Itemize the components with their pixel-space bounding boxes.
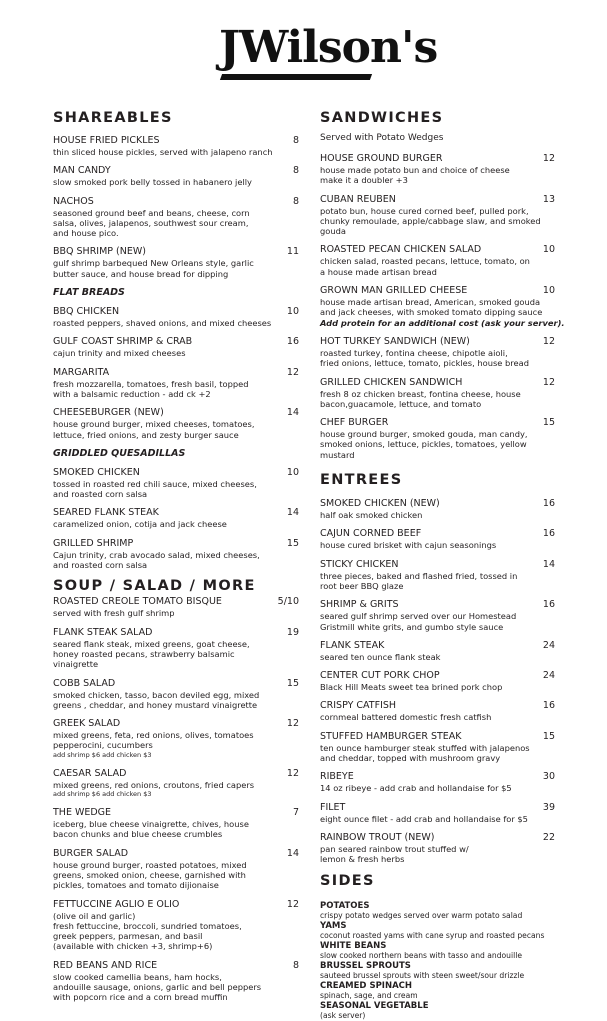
description-line: house made potato bun and choice of cheese xyxy=(320,165,510,175)
item-description xyxy=(53,690,291,711)
description-line: smoked onions, lettuce, pickles, tomatoes, yellow xyxy=(320,439,527,450)
item-name: NACHOS xyxy=(53,195,94,207)
description-line: greens, smoked onion, cheese, garnished with xyxy=(53,869,246,880)
item-price: 16 xyxy=(542,528,555,540)
item-description xyxy=(53,608,291,618)
item-description xyxy=(320,814,555,824)
description-line: roasted peppers, shaved onions, and mixed cheeses xyxy=(53,318,272,329)
flatbreads-list xyxy=(53,306,299,440)
description-line: thin sliced house pickles, served with jalapeno ranch xyxy=(53,147,273,157)
description-line: and roasted corn salsa xyxy=(53,489,148,500)
description-line: gouda xyxy=(320,226,346,237)
menu-item xyxy=(320,961,555,981)
description-line: pan seared rainbow trout stuffed w/ xyxy=(320,843,469,854)
sides-list xyxy=(320,901,555,1021)
sides-heading: SIDES xyxy=(320,872,375,889)
item-price: 10 xyxy=(286,466,299,478)
item-price: 12 xyxy=(542,335,555,347)
menu-item xyxy=(320,802,555,824)
item-price: 22 xyxy=(542,831,555,843)
item-description xyxy=(53,860,291,891)
entrees-heading: ENTREES xyxy=(320,472,403,489)
menu-item xyxy=(320,832,555,865)
description-line: bacon,guacamole, lettuce, and tomato xyxy=(320,398,482,409)
menu-item xyxy=(320,941,555,961)
item-price: 5/10 xyxy=(277,596,299,608)
description-line: roasted turkey, fontina cheese, chipotle aioli, xyxy=(320,347,508,358)
item-price: 16 xyxy=(286,336,299,348)
item-description xyxy=(53,147,291,157)
item-description xyxy=(53,819,291,840)
description-line: pickles, tomatoes and tomato dijionaise xyxy=(53,880,219,891)
item-price: 15 xyxy=(542,417,555,429)
item-price: 8 xyxy=(292,959,299,971)
item-name: BBQ CHICKEN xyxy=(53,306,120,318)
item-price: 39 xyxy=(542,801,555,813)
item-description xyxy=(320,743,555,764)
item-description: crispy potato wedges served over warm potato salad xyxy=(320,911,523,920)
description-line: greek peppers, parmesan, and basil xyxy=(53,931,203,942)
description-line: with a balsamic reduction - add ck +2 xyxy=(53,388,211,399)
description-line: and cheddar, topped with mushroom gravy xyxy=(320,753,501,764)
item-description xyxy=(53,550,291,571)
item-description xyxy=(320,256,555,277)
item-description xyxy=(320,510,555,520)
sandwiches-list xyxy=(320,153,565,460)
brand-logo xyxy=(213,20,438,84)
soup-salad-list xyxy=(53,596,299,1003)
menu-item xyxy=(320,901,555,921)
add-protein-note: add shrimp $6 add chicken $3 xyxy=(53,750,152,759)
item-description xyxy=(53,911,291,952)
item-price: 8 xyxy=(292,135,299,146)
menu-item xyxy=(53,407,299,440)
item-price: 13 xyxy=(542,193,555,205)
quesadillas-list xyxy=(53,466,299,571)
menu-item xyxy=(320,921,555,941)
description-line: pepperocini, cucumbers xyxy=(53,740,153,751)
description-line: seared ten ounce flank steak xyxy=(320,651,441,662)
description-line: three pieces, baked and flashed fried, tossed in xyxy=(320,570,518,581)
item-price: 15 xyxy=(286,537,299,549)
menu-item xyxy=(53,366,299,400)
description-line: served with fresh gulf shrimp xyxy=(53,608,175,619)
item-name: MARGARITA xyxy=(53,366,110,378)
item-description xyxy=(320,429,555,460)
menu-item xyxy=(53,718,299,760)
menu-item xyxy=(320,559,555,592)
item-price: 16 xyxy=(542,599,555,611)
description-line: and roasted corn salsa xyxy=(53,560,148,571)
item-description xyxy=(53,519,291,529)
item-name: COBB SALAD xyxy=(53,677,116,689)
item-name: STUFFED HAMBURGER STEAK xyxy=(320,730,462,742)
item-price: 30 xyxy=(542,771,555,783)
item-description xyxy=(53,780,291,799)
item-price: 14 xyxy=(286,407,299,419)
item-description xyxy=(320,571,555,592)
item-price: 10 xyxy=(542,244,555,256)
menu-item xyxy=(320,670,555,692)
item-price: 12 xyxy=(286,366,299,378)
description-line: fresh fettuccine, broccoli, sundried tomatoes, xyxy=(53,920,242,931)
item-name: SHRIMP & GRITS xyxy=(320,599,399,611)
menu-item xyxy=(320,285,565,328)
description-line: salsa, olives, jalapenos, southwest sour cream, xyxy=(53,217,249,228)
description-line: potato bun, house cured corned beef, pulled pork, xyxy=(320,205,529,216)
description-line: fried onions, lettuce, tomato, pickles, house bread xyxy=(320,358,529,369)
item-name: HOUSE FRIED PICKLES xyxy=(53,135,160,146)
menu-item xyxy=(320,1001,555,1021)
item-name: WHITE BEANS xyxy=(320,940,387,951)
description-line: house ground burger, mixed cheeses, tomatoes, xyxy=(53,419,255,430)
item-name: GRILLED CHICKEN SANDWICH xyxy=(320,376,463,388)
description-line: tossed in roasted red chili sauce, mixed cheeses, xyxy=(53,478,257,489)
item-description xyxy=(320,297,565,328)
menu-item xyxy=(53,507,299,530)
description-line: slow cooked camellia beans, ham hocks, xyxy=(53,971,222,982)
item-description xyxy=(53,972,291,1003)
description-line: and house pico. xyxy=(53,228,119,239)
item-price: 7 xyxy=(292,807,299,819)
item-price: 12 xyxy=(542,153,555,164)
item-name: SEARED FLANK STEAK xyxy=(53,507,159,519)
item-description xyxy=(53,318,291,328)
description-line: Black Hill Meats sweet tea brined pork chop xyxy=(320,682,503,693)
item-price: 12 xyxy=(286,898,299,910)
description-line: house ground burger, smoked gouda, man candy, xyxy=(320,429,528,440)
item-description: spinach, sage, and cream xyxy=(320,991,418,1000)
item-price: 14 xyxy=(542,558,555,570)
shareables-list xyxy=(53,135,299,279)
item-description xyxy=(320,165,555,186)
item-description xyxy=(320,389,555,410)
flatbreads-heading: FLAT BREADS xyxy=(53,287,125,299)
item-name: SMOKED CHICKEN (NEW) xyxy=(320,498,440,510)
item-price: 16 xyxy=(542,700,555,712)
item-name: CHEF BURGER xyxy=(320,417,389,429)
menu-item xyxy=(320,244,555,277)
item-description: coconut roasted yams with cane syrup and roasted pecans xyxy=(320,931,545,940)
description-line: seared gulf shrimp served over our Homestead xyxy=(320,611,517,622)
description-line: root beer BBQ glaze xyxy=(320,580,404,591)
item-price: 12 xyxy=(286,767,299,779)
item-name: SEASONAL VEGETABLE xyxy=(320,1000,429,1011)
description-line: (available with chicken +3, shrimp+6) xyxy=(53,941,213,952)
description-line: honey roasted pecans, strawberry balsamic xyxy=(53,648,235,659)
item-name: SMOKED CHICKEN xyxy=(53,466,140,478)
item-name: YAMS xyxy=(320,920,347,931)
shareables-heading: SHAREABLES xyxy=(53,110,173,126)
item-price: 12 xyxy=(286,718,299,730)
item-price: 10 xyxy=(286,306,299,318)
item-description xyxy=(320,206,555,237)
item-description xyxy=(320,712,555,722)
soup-salad-heading: SOUP / SALAD / MORE xyxy=(53,578,256,595)
menu-item xyxy=(320,771,555,793)
menu-item xyxy=(53,677,299,711)
menu-item xyxy=(53,135,299,157)
description-line: mixed greens, feta, red onions, olives, tomatoes xyxy=(53,730,254,741)
menu-item xyxy=(53,847,299,891)
item-name: CAESAR SALAD xyxy=(53,767,127,779)
menu-item xyxy=(320,498,555,520)
description-line: andouille sausage, onions, garlic and bell peppers xyxy=(53,981,262,992)
description-line: Gristmill white grits, and gumbo style sauce xyxy=(320,621,504,632)
menu-item xyxy=(320,640,555,662)
description-line: lemon & fresh herbs xyxy=(320,854,405,865)
left-column xyxy=(53,110,299,1011)
item-description: sauteed brussel sprouts with steen sweet/sour drizzle xyxy=(320,971,525,980)
menu-item xyxy=(53,165,299,188)
item-name: STICKY CHICKEN xyxy=(320,558,399,570)
menu-item xyxy=(53,767,299,799)
item-name: CREAMED SPINACH xyxy=(320,980,413,991)
description-line: butter sauce, and house bread for dipping xyxy=(53,268,229,279)
item-price: 14 xyxy=(286,507,299,519)
item-description: slow cooked northern beans with tasso and andouille xyxy=(320,951,522,960)
item-name: ROASTED CREOLE TOMATO BISQUE xyxy=(53,596,222,608)
item-name: RAINBOW TROUT (NEW) xyxy=(320,831,435,843)
menu-item xyxy=(53,626,299,670)
description-line: slow smoked pork belly tossed in habanero jelly xyxy=(53,177,252,188)
sandwiches-heading: SANDWICHES xyxy=(320,110,444,126)
description-line: greens , cheddar, and honey mustard vinaigrette xyxy=(53,699,258,710)
menu-item xyxy=(53,246,299,279)
description-line: cajun trinity and mixed cheeses xyxy=(53,348,186,359)
item-description xyxy=(320,652,555,662)
brand-name: JWilson's xyxy=(219,22,438,73)
menu-item xyxy=(320,731,555,764)
item-description xyxy=(320,682,555,692)
menu-item xyxy=(320,599,555,632)
description-line: and jack cheeses, with smoked tomato dipping sauce xyxy=(320,307,543,318)
menu-item xyxy=(320,528,555,550)
description-line: fresh mozzarella, tomatoes, fresh basil, topped xyxy=(53,378,249,389)
description-line: bacon chunks and blue cheese crumbles xyxy=(53,829,223,840)
item-name: MAN CANDY xyxy=(53,165,111,177)
item-description xyxy=(53,348,291,358)
logo-underline xyxy=(220,74,372,80)
item-name: GROWN MAN GRILLED CHEESE xyxy=(320,285,468,297)
description-line: seasoned ground beef and beans, cheese, corn xyxy=(53,207,250,218)
item-name: FLANK STEAK xyxy=(320,639,385,651)
menu-item xyxy=(53,596,299,619)
description-line: cornmeal battered domestic fresh catfish xyxy=(320,712,492,723)
description-line: eight ounce filet - add crab and hollandaise for $5 xyxy=(320,813,528,824)
description-line: caramelized onion, cotija and jack cheese xyxy=(53,519,227,530)
item-description: (ask server) xyxy=(320,1011,366,1020)
item-name: BURGER SALAD xyxy=(53,847,129,859)
item-name: THE WEDGE xyxy=(53,807,112,819)
item-name: FILET xyxy=(320,801,346,813)
item-description xyxy=(53,379,291,400)
item-price: 24 xyxy=(542,670,555,682)
menu-item xyxy=(53,898,299,952)
item-description xyxy=(53,177,291,187)
menu-item xyxy=(53,195,299,239)
item-price: 24 xyxy=(542,639,555,651)
item-description xyxy=(320,611,555,632)
item-name: CAJUN CORNED BEEF xyxy=(320,528,422,540)
item-name: RIBEYE xyxy=(320,771,354,783)
description-line: with popcorn rice and a corn bread muffin xyxy=(53,992,228,1003)
item-name: CENTER CUT PORK CHOP xyxy=(320,670,440,682)
item-price: 8 xyxy=(292,165,299,177)
item-description xyxy=(53,258,291,279)
item-name: FETTUCCINE AGLIO E OLIO xyxy=(53,898,180,910)
description-line: house ground burger, roasted potatoes, mixed xyxy=(53,859,247,870)
menu-item xyxy=(320,377,555,410)
item-name: CUBAN REUBEN xyxy=(320,193,396,205)
description-line: a house made artisan bread xyxy=(320,266,437,277)
item-description xyxy=(53,479,291,500)
menu-item xyxy=(53,537,299,571)
item-price: 19 xyxy=(286,626,299,638)
quesadillas-heading: GRIDDLED QUESADILLAS xyxy=(53,447,186,459)
menu-item xyxy=(53,807,299,840)
item-name: CRISPY CATFISH xyxy=(320,700,397,712)
description-line: fresh 8 oz chicken breast, fontina cheese, house xyxy=(320,388,521,399)
description-line: gulf shrimp barbequed New Orleans style, garlic xyxy=(53,258,254,269)
item-price: 8 xyxy=(292,195,299,207)
add-protein-note: add shrimp $6 add chicken $3 xyxy=(53,790,152,799)
menu-item xyxy=(53,959,299,1003)
menu-item xyxy=(320,194,555,237)
menu-item xyxy=(53,336,299,359)
item-name: GRILLED SHRIMP xyxy=(53,537,134,549)
description-line: smoked chicken, tasso, bacon deviled egg, mixed xyxy=(53,689,260,700)
menu-item xyxy=(320,153,555,186)
description-line: iceberg, blue cheese vinaigrette, chives, house xyxy=(53,819,249,830)
menu-item xyxy=(320,336,555,369)
description-line: make it a doubler +3 xyxy=(320,175,408,186)
item-name: GULF COAST SHRIMP & CRAB xyxy=(53,336,193,348)
sandwiches-note: Served with Potato Wedges xyxy=(320,133,444,143)
item-name: GREEK SALAD xyxy=(53,718,121,730)
item-description xyxy=(320,783,555,793)
item-name: CHEESEBURGER (NEW) xyxy=(53,407,164,419)
item-name: HOT TURKEY SANDWICH (NEW) xyxy=(320,335,470,347)
item-price: 11 xyxy=(286,246,299,258)
description-line: ten ounce hamburger steak stuffed with jalapenos xyxy=(320,742,530,753)
item-description xyxy=(320,844,555,865)
item-name: BRUSSEL SPROUTS xyxy=(320,960,411,971)
item-price: 14 xyxy=(286,847,299,859)
entrees-list xyxy=(320,498,555,864)
item-price: 10 xyxy=(542,285,555,297)
description-line: vinaigrette xyxy=(53,659,99,670)
description-line: chunky remoulade, apple/cabbage slaw, and smoked xyxy=(320,215,541,226)
item-price: 15 xyxy=(542,730,555,742)
description-line: seared flank steak, mixed greens, goat cheese, xyxy=(53,638,250,649)
menu-item xyxy=(53,466,299,500)
item-description xyxy=(53,208,291,239)
right-column xyxy=(320,110,565,1021)
item-description xyxy=(320,348,555,369)
item-name: RED BEANS AND RICE xyxy=(53,959,158,971)
item-name: HOUSE GROUND BURGER xyxy=(320,153,443,164)
description-line: half oak smoked chicken xyxy=(320,510,423,521)
description-line: house made artisan bread, American, smoked gouda xyxy=(320,297,541,308)
item-price: 16 xyxy=(542,498,555,510)
description-line: 14 oz ribeye - add crab and hollandaise for $5 xyxy=(320,783,512,794)
item-price: 12 xyxy=(542,376,555,388)
item-name: FLANK STEAK SALAD xyxy=(53,626,153,638)
menu-item xyxy=(53,306,299,329)
menu-item xyxy=(320,981,555,1001)
item-description xyxy=(53,419,291,440)
description-line: Cajun trinity, crab avocado salad, mixed cheeses, xyxy=(53,549,260,560)
item-description xyxy=(53,639,291,670)
description-line: house cured brisket with cajun seasonings xyxy=(320,540,497,551)
item-name: BBQ SHRIMP (NEW) xyxy=(53,246,146,258)
menu-item xyxy=(320,417,555,460)
item-description xyxy=(53,730,291,760)
description-line: chicken salad, roasted pecans, lettuce, tomato, on xyxy=(320,256,530,267)
description-line: (olive oil and garlic) xyxy=(53,910,136,921)
description-line: lettuce, fried onions, and zesty burger sauce xyxy=(53,429,239,440)
item-description xyxy=(320,540,555,550)
item-name: ROASTED PECAN CHICKEN SALAD xyxy=(320,244,482,256)
description-line: mustard xyxy=(320,449,355,460)
item-name: POTATOES xyxy=(320,900,370,911)
description-line: mixed greens, red onions, croutons, fried capers xyxy=(53,779,255,790)
item-note: Add protein for an additional cost (ask your server). xyxy=(320,317,565,328)
item-price: 15 xyxy=(286,677,299,689)
menu-item xyxy=(320,700,555,722)
